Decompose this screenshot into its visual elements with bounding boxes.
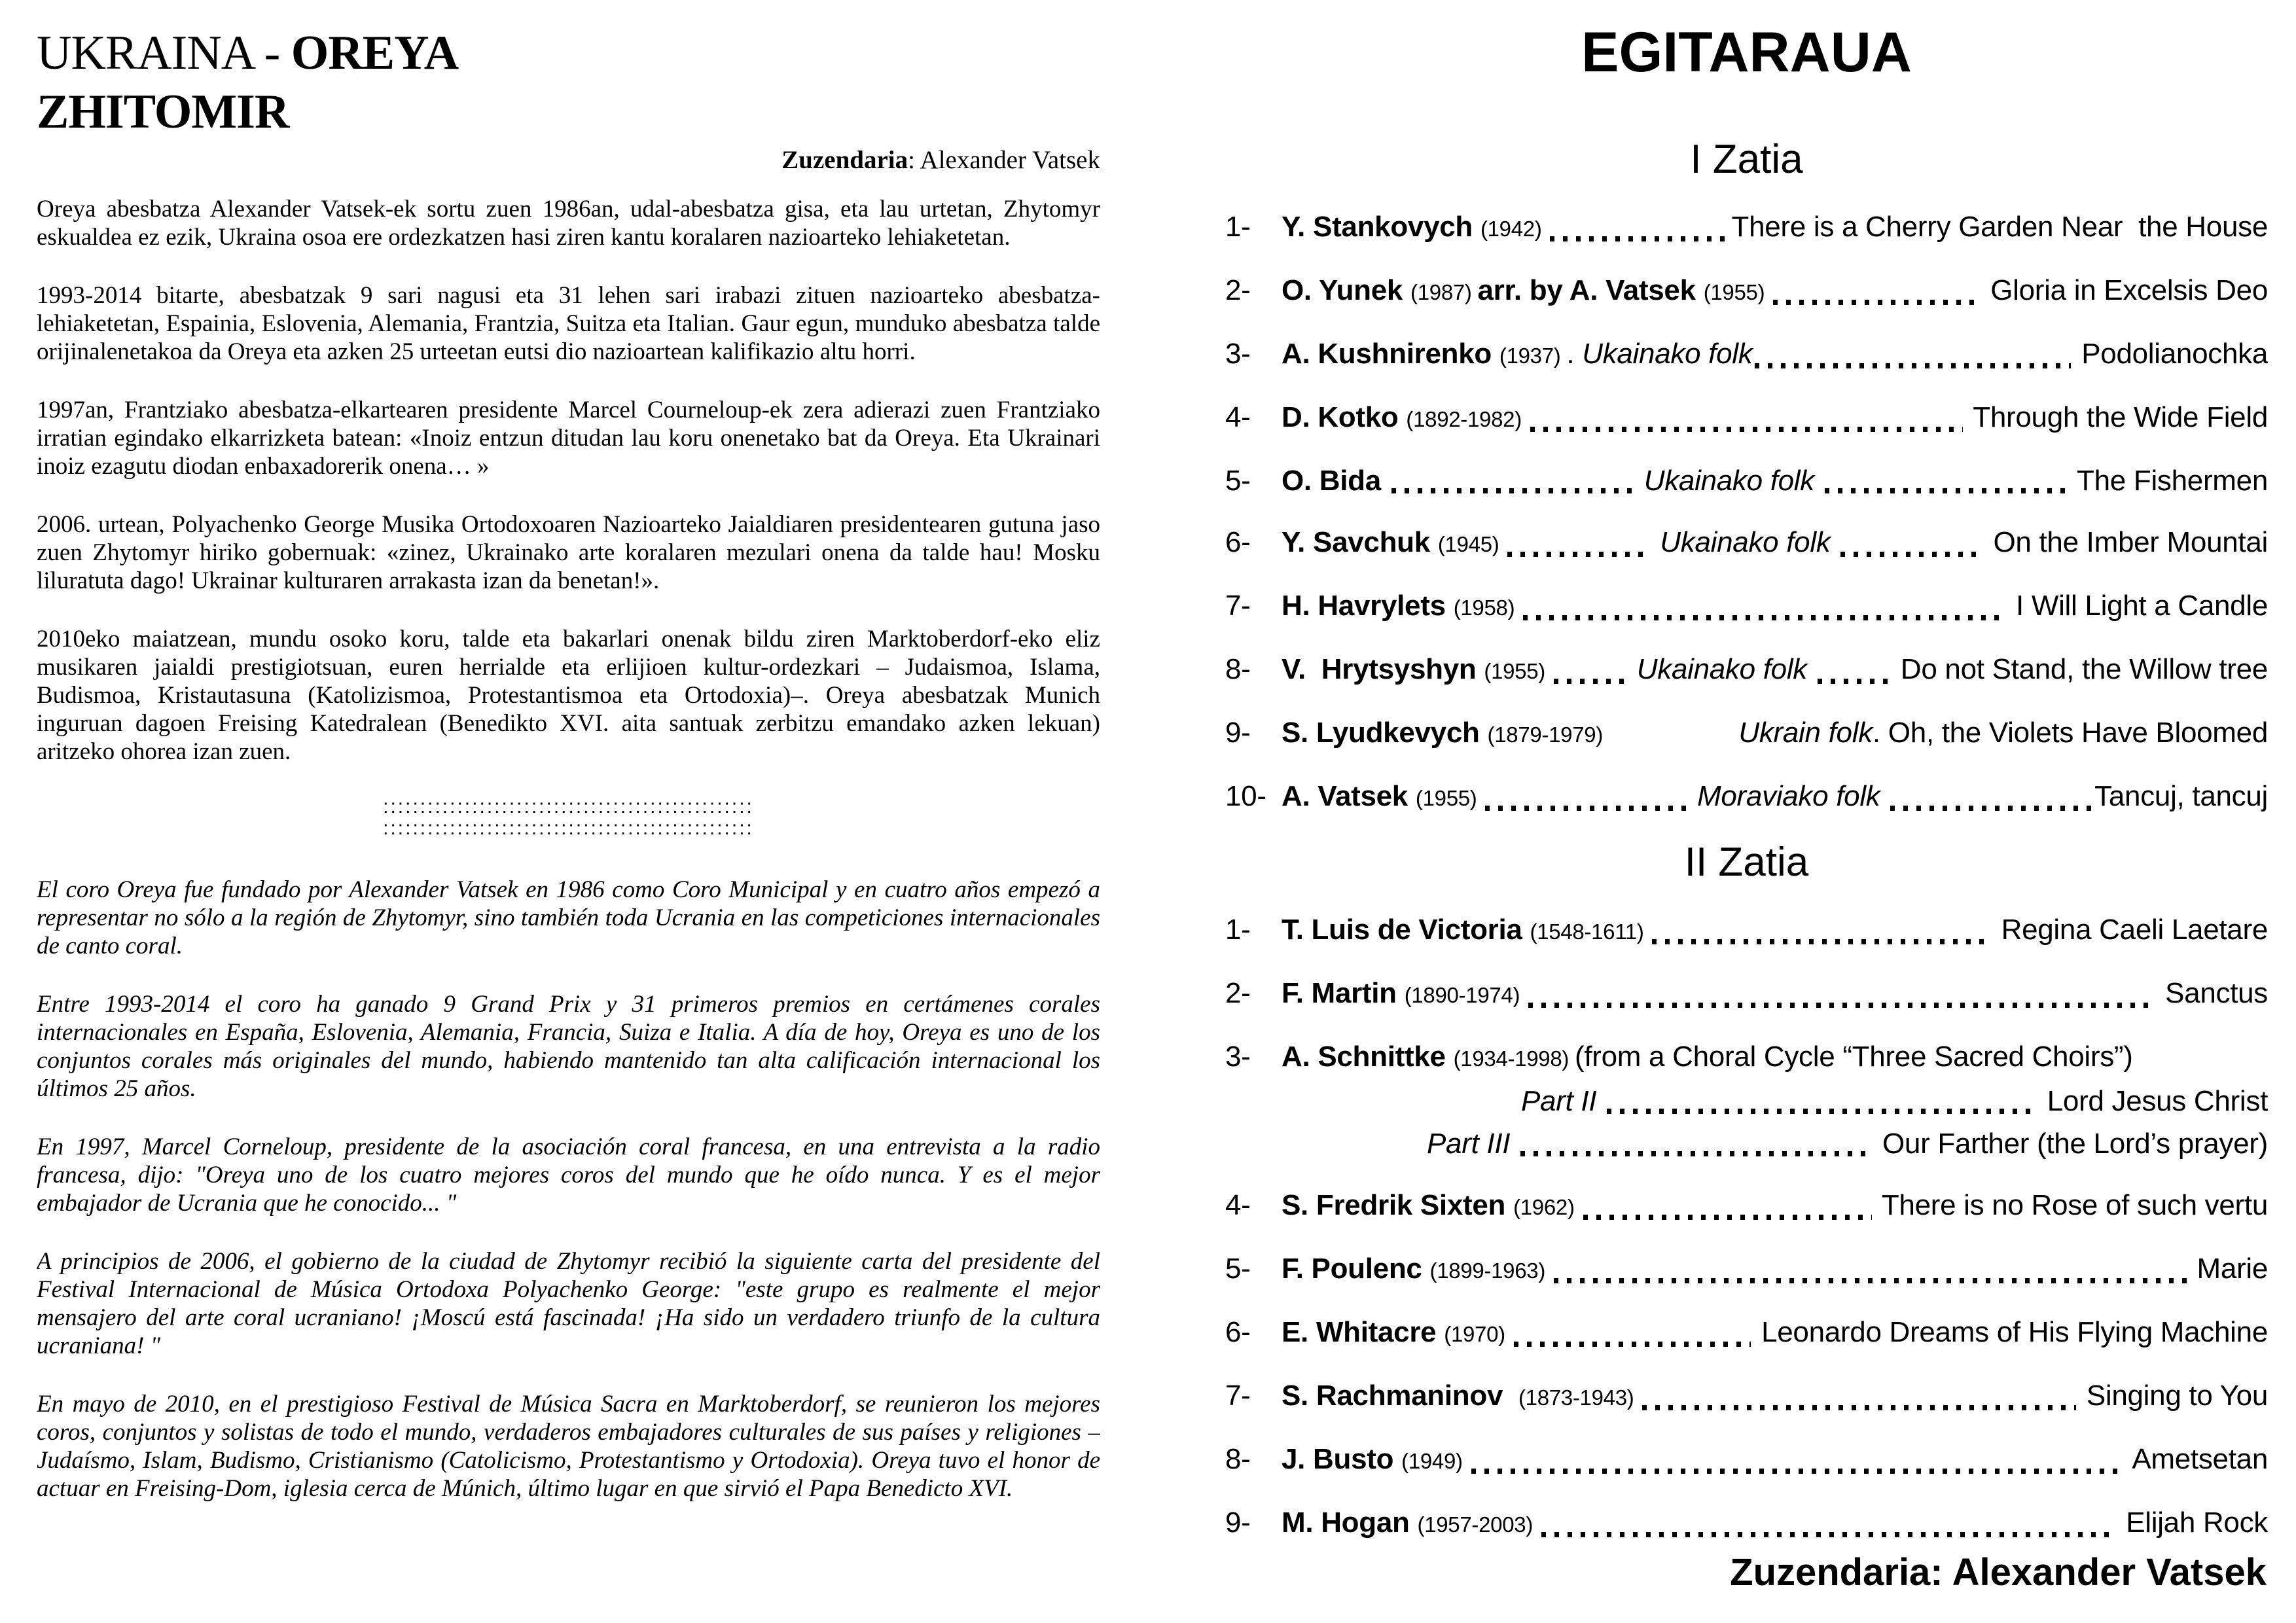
seg-y: (1958) bbox=[1453, 596, 1521, 620]
dot-leader bbox=[1890, 806, 2092, 811]
dot-leader bbox=[1530, 427, 1963, 432]
seg-y: (1955) bbox=[1484, 659, 1551, 683]
program-item bbox=[1225, 1378, 2268, 1415]
program-item bbox=[1225, 463, 2268, 498]
part2-list bbox=[1225, 912, 2268, 1542]
part2-heading: II Zatia bbox=[1684, 840, 1809, 885]
title-choir-name: OREYA bbox=[291, 26, 459, 80]
seg-title: Lord Jesus Christ bbox=[2039, 1085, 2268, 1117]
paragraph: Oreya abesbatza Alexander Vatsek-ek sortu zuen 1986an, udal-abesbatza gisa, eta lau urtetan, Zhytomyr eskualdea ez ezik, Ukraina osoa ere ordezkatzen hasi ziren kantu koralaren nazioarteko lehiaketetan. bbox=[37, 196, 1100, 251]
basque-paragraphs bbox=[37, 195, 1100, 766]
dot-leader bbox=[1550, 236, 1729, 241]
conductor-label: Zuzendaria bbox=[781, 146, 908, 174]
program-item bbox=[1225, 715, 2268, 752]
seg-y: (1957-2003) bbox=[1417, 1512, 1539, 1537]
seg-num: 5- bbox=[1225, 1253, 1251, 1285]
program-item bbox=[1225, 336, 2268, 373]
divider-row: :::::::::::::::::::::::::::::::::::::::::::::::::: bbox=[383, 817, 754, 839]
seg-num: 4- bbox=[1225, 1189, 1251, 1221]
seg-b: H. Havrylets bbox=[1282, 590, 1454, 622]
seg-b: O. Bida bbox=[1282, 465, 1389, 497]
seg-title: Podolianochka bbox=[2073, 338, 2268, 370]
seg-i: Moraviako folk bbox=[1689, 780, 1888, 812]
part1-list bbox=[1225, 209, 2268, 815]
seg-b: E. Whitacre bbox=[1282, 1316, 1444, 1348]
seg-y: (1892-1982) bbox=[1406, 407, 1528, 431]
seg-num: 9- bbox=[1225, 1507, 1251, 1539]
program-item bbox=[1225, 652, 2268, 688]
conductor-name: : Alexander Vatsek bbox=[908, 146, 1100, 174]
seg-num: 2- bbox=[1225, 274, 1251, 306]
seg-y: (1962) bbox=[1513, 1195, 1581, 1219]
dot-leader bbox=[1554, 679, 1626, 684]
dot-leader bbox=[1818, 679, 1890, 684]
dot-leader bbox=[1825, 488, 2067, 493]
seg-num: 7- bbox=[1225, 1380, 1251, 1412]
seg-num: 5- bbox=[1225, 465, 1251, 497]
paragraph: A principios de 2006, el gobierno de la ciudad de Zhytomyr recibió la siguiente carta del presidente del Festival Internacional de Música Ortodoxa Polyachenko George: "este grupo es realmente el mejor mensajero del arte coral ucraniano! ¡Moscú está fascinada! ¡Ha sido un verdadero triunfo de la cultura ucraniana! " bbox=[37, 1248, 1100, 1359]
seg-num: 8- bbox=[1225, 1443, 1251, 1475]
seg-y: (1945) bbox=[1437, 532, 1505, 556]
paragraph: 1997an, Frantziako abesbatza-elkartearen presidente Marcel Courneloup-ek zera adierazi zuen Frantziako irratian egindako elkarrizketa batean: «Inoiz entzun ditudan lau koru onenetako bat da Oreya. Eta Ukrainari inoiz ezagutu diodan enbaxadorerik onena… » bbox=[37, 397, 1100, 480]
seg-title: Elijah Rock bbox=[2118, 1507, 2268, 1539]
seg-b: A. Schnittke bbox=[1282, 1041, 1454, 1073]
dot-leader bbox=[1514, 1342, 1751, 1347]
seg-y: (1937) bbox=[1499, 344, 1567, 368]
dot-leader bbox=[1554, 1278, 2187, 1283]
program-item bbox=[1225, 1251, 2268, 1288]
paragraph: Entre 1993-2014 el coro ha ganado 9 Grand Prix y 31 primeros premios en certámenes corales internacionales en España, Eslovenia, Alemania, Francia, Suiza e Italia. A día de hoy, Oreya es uno de los conjuntos corales más originales del mundo, habiendo mantenido tan alta calificación internacional los últimos 25 años. bbox=[37, 991, 1100, 1102]
seg-num: 4- bbox=[1225, 401, 1251, 433]
spanish-paragraphs bbox=[37, 876, 1100, 1503]
seg-b: F. Poulenc bbox=[1282, 1253, 1430, 1285]
seg-plain: (from a Choral Cycle “Three Sacred Choirs”) bbox=[1574, 1041, 2133, 1073]
seg-i: Ukainako folk bbox=[1652, 526, 1839, 558]
seg-title: The Fishermen bbox=[2069, 465, 2268, 497]
seg-title: Ametsetan bbox=[2125, 1443, 2268, 1475]
seg-b: A. Vatsek bbox=[1282, 780, 1416, 812]
seg-title: Leonardo Dreams of His Flying Machine bbox=[1753, 1316, 2268, 1348]
seg-b: F. Martin bbox=[1282, 977, 1405, 1009]
seg-y: (1955) bbox=[1703, 280, 1771, 304]
program-item bbox=[1225, 1505, 2268, 1542]
paragraph: 1993-2014 bitarte, abesbatzak 9 sari nagusi eta 31 lehen sari irabazi zituen nazioarteko abesbatza-lehiaketetan, Espainia, Eslovenia, Alemania, Frantzia, Suitza eta Italian. Gaur egun, munduko abesbatza talde orijinalenetakoa da Oreya eta azken 25 urteetan eutsi dio nazioartean kalifikazio altu horri. bbox=[37, 282, 1100, 365]
dot-leader bbox=[1528, 1003, 2155, 1008]
seg-b: M. Hogan bbox=[1282, 1507, 1418, 1539]
program-item bbox=[1225, 1039, 2268, 1076]
program-item bbox=[1225, 1188, 2268, 1224]
seg-num: 2- bbox=[1225, 977, 1251, 1009]
seg-y: (1987) bbox=[1410, 280, 1478, 304]
seg-title: Regina Caeli Laetare bbox=[1993, 914, 2268, 946]
seg-i: Ukainako folk bbox=[1582, 338, 1753, 370]
part1-heading: I Zatia bbox=[1690, 137, 1803, 182]
seg-y: (1942) bbox=[1480, 217, 1548, 241]
seg-title: Gloria in Excelsis Deo bbox=[1982, 274, 2268, 306]
paragraph: El coro Oreya fue fundado por Alexander Vatsek en 1986 como Coro Municipal y en cuatro años empezó a representar no sólo a la región de Zhytomyr, sino también toda Ucrania en las competiciones internacionales de canto coral. bbox=[37, 876, 1100, 959]
seg-b: Y. Stankovych bbox=[1282, 211, 1480, 243]
seg-b: O. Yunek bbox=[1282, 274, 1411, 306]
dot-leader bbox=[1485, 806, 1687, 811]
dot-leader bbox=[1520, 1151, 1872, 1156]
seg-i: Part II bbox=[1521, 1085, 1605, 1117]
seg-title: Singing to You bbox=[2078, 1380, 2268, 1412]
program-item bbox=[1225, 400, 2268, 437]
program-item bbox=[1225, 779, 2268, 815]
footer-conductor-credit: Zuzendaria: Alexander Vatsek bbox=[1730, 1551, 2267, 1594]
dot-leader bbox=[1755, 363, 2071, 368]
program-item bbox=[1225, 588, 2268, 625]
seg-y: (1899-1963) bbox=[1429, 1258, 1551, 1283]
title-line-2: ZHITOMIR bbox=[37, 85, 289, 139]
seg-y: (1949) bbox=[1401, 1449, 1469, 1473]
seg-y: (1873-1943) bbox=[1518, 1385, 1640, 1410]
seg-b: A. Kushnirenko bbox=[1282, 338, 1499, 370]
seg-b: V. Hrytsyshyn bbox=[1282, 653, 1484, 685]
seg-title: On the Imber Mountai bbox=[1985, 526, 2268, 558]
seg-b: D. Kotko bbox=[1282, 401, 1407, 433]
seg-title: Do not Stand, the Willow tree bbox=[1892, 653, 2268, 685]
seg-y: (1548-1611) bbox=[1530, 919, 1650, 944]
seg-num: 3- bbox=[1225, 1041, 1251, 1073]
seg-title: Our Farther (the Lord’s prayer) bbox=[1874, 1128, 2268, 1160]
seg-title: There is a Cherry Garden Near the House bbox=[1731, 211, 2268, 243]
program-item bbox=[1225, 273, 2268, 310]
program-item bbox=[1225, 912, 2268, 949]
title-country: UKRAINA - bbox=[37, 26, 291, 80]
program-title: EGITARAUA bbox=[1581, 21, 1912, 84]
paragraph: En mayo de 2010, en el prestigioso Festival de Música Sacra en Marktoberdorf, se reunieron los mejores coros, conjuntos y solistas de todo el mundo, verdaderos embajadores culturales de sus países y religiones –Judaísmo, Islam, Budismo, Cristianismo (Catolicismo, Protestantismo y Ortodoxia). Oreya tuvo el honor de actuar en Freising-Dom, iglesia cerca de Múnich, último lugar en que sirvió el Papa Benedicto XVI. bbox=[37, 1391, 1100, 1502]
seg-b: S. Rachmaninov bbox=[1282, 1380, 1518, 1412]
paragraph: 2010eko maiatzean, mundu osoko koru, talde eta bakarlari onenak bildu ziren Marktoberdorf-eko eliz musikaren jaialdi prestigiotsuan, euren herrialde eta erlijioen kultur-ordezkari – Judaismoa, Islama, Budismoa, Kristautasuna (Katolizismoa, Protestantismoa eta Ortodoxia)–. Oreya abesbatzak Munich inguruan dagoen Freising Katedralean (Benedikto XVI. aita santuak zerbitzu emandako azken lekuan) aritzeko ohorea izan zuen. bbox=[37, 626, 1100, 765]
dot-leader bbox=[1507, 552, 1649, 557]
section-divider bbox=[37, 796, 1100, 839]
seg-i: Ukainako folk bbox=[1636, 465, 1822, 497]
dot-leader bbox=[1583, 1215, 1872, 1220]
seg-i: Ukainako folk bbox=[1628, 653, 1815, 685]
seg-title: There is no Rose of such vertu bbox=[1874, 1189, 2268, 1221]
seg-b: J. Busto bbox=[1282, 1443, 1402, 1475]
seg-b: arr. by A. Vatsek bbox=[1477, 274, 1704, 306]
seg-y: (1879-1979) bbox=[1487, 722, 1609, 747]
dot-leader bbox=[1471, 1469, 2123, 1474]
dot-leader bbox=[1523, 615, 2005, 620]
dot-leader bbox=[1541, 1532, 2115, 1537]
seg-num: 1- bbox=[1225, 914, 1251, 946]
seg-b: Y. Savchuk bbox=[1282, 526, 1438, 558]
seg-b: S. Fredrik Sixten bbox=[1282, 1189, 1514, 1221]
seg-i: Part III bbox=[1427, 1128, 1518, 1160]
seg-y: (1934-1998) bbox=[1453, 1046, 1575, 1071]
dot-leader bbox=[1773, 300, 1980, 305]
program-item bbox=[1521, 1084, 2268, 1118]
seg-i: Ukrain folk bbox=[1738, 717, 1873, 749]
seg-title: I Will Light a Candle bbox=[2008, 590, 2268, 622]
page-title bbox=[37, 24, 1100, 141]
conductor-line bbox=[37, 145, 1100, 175]
seg-title: Oh, the Violets Have Bloomed bbox=[1888, 717, 2268, 749]
dot-leader bbox=[1607, 1109, 2037, 1114]
program-item bbox=[1225, 525, 2268, 562]
seg-num: 9- bbox=[1225, 717, 1251, 749]
seg-title: Sanctus bbox=[2157, 977, 2268, 1009]
seg-title: Through the Wide Field bbox=[1965, 401, 2268, 433]
dot-leader bbox=[1652, 939, 1990, 944]
dot-leader bbox=[1840, 552, 1982, 557]
paragraph: En 1997, Marcel Corneloup, presidente de la asociación coral francesa, en una entrevista a la radio francesa, dijo: "Oreya uno de los cuatro mejores coros del mundo que he oído nunca. Y es el mejor embajador de Ucrania que he conocido... " bbox=[37, 1133, 1100, 1217]
seg-num: 8- bbox=[1225, 653, 1251, 685]
seg-y: (1955) bbox=[1415, 786, 1483, 810]
program-item bbox=[1225, 209, 2268, 246]
seg-plain: . bbox=[1872, 717, 1888, 749]
seg-num: 6- bbox=[1225, 1316, 1251, 1348]
seg-y: (1970) bbox=[1444, 1322, 1511, 1346]
seg-num: 1- bbox=[1225, 211, 1251, 243]
right-column bbox=[1225, 0, 2268, 1623]
seg-num: 10- bbox=[1225, 780, 1266, 812]
program-item bbox=[1427, 1126, 2268, 1161]
seg-num: 7- bbox=[1225, 590, 1251, 622]
program-item bbox=[1225, 976, 2268, 1012]
seg-num: 6- bbox=[1225, 526, 1251, 558]
seg-title: Marie bbox=[2189, 1253, 2268, 1285]
seg-plain: . bbox=[1566, 338, 1583, 370]
seg-title: Tancuj, tancuj bbox=[2094, 780, 2268, 812]
program-item bbox=[1225, 1315, 2268, 1351]
dot-leader bbox=[1391, 488, 1634, 493]
seg-b: S. Lyudkevych bbox=[1282, 717, 1488, 749]
title-line-1 bbox=[37, 24, 1100, 82]
seg-y: (1890-1974) bbox=[1404, 983, 1526, 1007]
paragraph: 2006. urtean, Polyachenko George Musika Ortodoxoaren Nazioarteko Jaialdiaren presidentearen gutuna jaso zuen Zhytomyr hiriko gobernuak: «zinez, Ukrainako arte koralaren mezulari onena da talde hau! Mosku liluratuta dago! Ukrainar kulturaren arrakasta izan da benetan!». bbox=[37, 511, 1100, 594]
program-item bbox=[1225, 1442, 2268, 1478]
dot-leader bbox=[1642, 1405, 2076, 1410]
divider-row: :::::::::::::::::::::::::::::::::::::::::::::::::: bbox=[383, 796, 754, 817]
seg-b: T. Luis de Victoria bbox=[1282, 914, 1530, 946]
seg-num: 3- bbox=[1225, 338, 1251, 370]
left-column bbox=[37, 24, 1100, 1581]
